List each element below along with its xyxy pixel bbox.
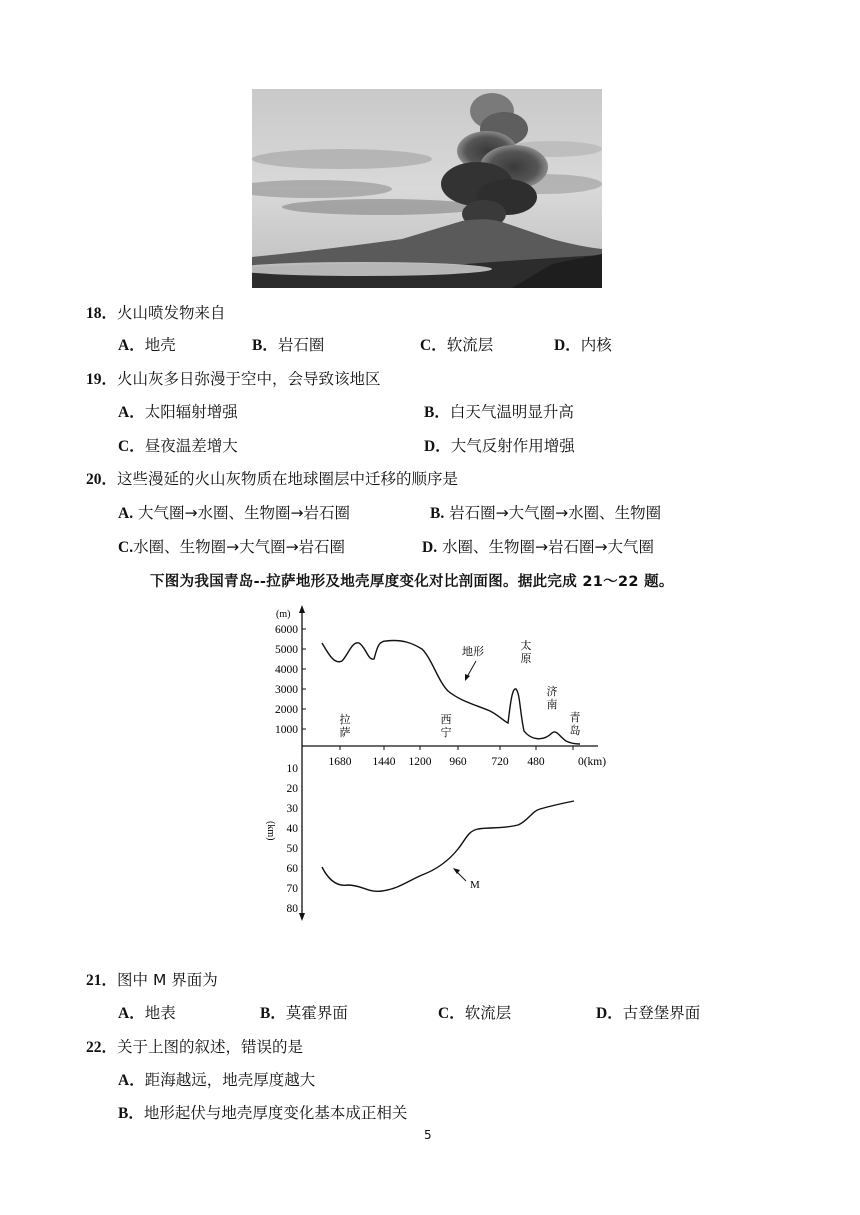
question-number: 19． xyxy=(86,371,118,388)
question-text: 关于上图的叙述，错误的是 xyxy=(117,1038,304,1056)
option-text: 岩石圈 xyxy=(277,336,325,354)
tick-label: 1000 xyxy=(275,724,298,736)
x-tick-label: 1200 xyxy=(408,756,432,768)
lower-unit-label: (km) xyxy=(265,821,276,841)
option-b[interactable] xyxy=(424,402,574,423)
volcano-photo xyxy=(252,89,602,288)
option-text: 昼夜温差增大 xyxy=(144,437,238,455)
tick-label: 30 xyxy=(286,803,298,815)
option-letter: A． xyxy=(118,337,145,354)
option-letter: B． xyxy=(252,337,278,354)
upper-unit-label: (m) xyxy=(276,609,291,620)
option-text: 莫霍界面 xyxy=(285,1004,348,1022)
option-letter: C. xyxy=(118,539,134,556)
x-tick-label: 1680 xyxy=(328,756,352,768)
option-a[interactable] xyxy=(118,335,176,356)
question-text: 这些漫延的火山灰物质在地球圈层中迁移的顺序是 xyxy=(117,470,459,488)
option-c[interactable] xyxy=(118,537,345,558)
x-tick-label: 720 xyxy=(491,756,509,768)
option-letter: D． xyxy=(424,438,451,455)
question-text: 图中 M 界面为 xyxy=(117,971,218,989)
tick-label: 70 xyxy=(286,883,298,895)
option-d[interactable] xyxy=(424,436,575,457)
option-letter: C． xyxy=(118,438,145,455)
tick-label: 50 xyxy=(286,843,298,855)
question-number: 21． xyxy=(86,972,118,989)
terrain-crust-profile-diagram xyxy=(262,603,624,923)
tick-label: 5000 xyxy=(275,644,298,656)
option-letter: A. xyxy=(118,505,134,522)
option-text: 软流层 xyxy=(446,336,494,354)
question-text: 火山灰多日弥漫于空中，会导致该地区 xyxy=(117,370,381,388)
x-tick-label: 480 xyxy=(527,756,545,768)
m-label: M xyxy=(470,879,480,891)
tick-label: 6000 xyxy=(275,624,298,636)
tick-label: 80 xyxy=(286,903,298,915)
tick-label: 60 xyxy=(286,863,298,875)
y-axis-arrow-bottom xyxy=(299,913,305,921)
option-a[interactable] xyxy=(118,503,350,524)
option-text: 地表 xyxy=(144,1004,176,1022)
page-number: 5 xyxy=(424,1128,432,1142)
city-lasa: 拉萨 xyxy=(339,714,351,739)
option-d[interactable] xyxy=(554,335,612,356)
option-c[interactable] xyxy=(420,335,493,356)
option-a[interactable] xyxy=(118,402,238,423)
x-tick-label: 0(km) xyxy=(577,756,607,768)
question-22 xyxy=(86,1037,303,1058)
terrain-label: 地形 xyxy=(462,646,484,658)
option-d[interactable] xyxy=(596,1003,700,1024)
option-text: 古登堡界面 xyxy=(622,1004,701,1022)
option-b[interactable] xyxy=(252,335,324,356)
option-letter: C． xyxy=(420,337,447,354)
option-c[interactable] xyxy=(118,436,238,457)
option-a[interactable] xyxy=(118,1070,315,1091)
question-18 xyxy=(86,303,226,324)
question-number: 18． xyxy=(86,305,118,322)
option-letter: D. xyxy=(422,539,438,556)
option-text: 大气圈→水圈、生物圈→岩石圈 xyxy=(133,504,350,522)
question-21 xyxy=(86,970,218,991)
option-letter: C． xyxy=(438,1005,465,1022)
option-text: 地壳 xyxy=(144,336,176,354)
city-qingdao: 青岛 xyxy=(569,712,581,737)
option-letter: B. xyxy=(430,505,445,522)
option-letter: B． xyxy=(260,1005,286,1022)
option-b[interactable] xyxy=(430,503,661,524)
city-taiyuan: 太原 xyxy=(520,640,532,665)
diagram-intro: 下图为我国青岛--拉萨地形及地壳厚度变化对比剖面图。据此完成 21～22 题。 xyxy=(150,574,674,590)
option-text: 水圈、生物圈→岩石圈→大气圈 xyxy=(437,538,654,556)
option-d[interactable] xyxy=(422,537,654,558)
city-xining: 西宁 xyxy=(440,714,452,739)
question-number: 20． xyxy=(86,471,118,488)
option-text: 软流层 xyxy=(464,1004,512,1022)
tick-label: 2000 xyxy=(275,704,298,716)
x-tick-label: 960 xyxy=(449,756,467,768)
option-c[interactable] xyxy=(438,1003,511,1024)
question-number: 22． xyxy=(86,1039,118,1056)
option-text: 白天气温明显升高 xyxy=(449,403,574,421)
terrain-arrow xyxy=(467,661,476,677)
option-text: 岩石圈→大气圈→水圈、生物圈 xyxy=(444,504,662,522)
option-text: 地形起伏与地壳厚度变化基本成正相关 xyxy=(143,1104,408,1122)
option-text: 距海越远，地壳厚度越大 xyxy=(144,1071,316,1089)
x-tick-label: 1440 xyxy=(372,756,396,768)
option-text: 太阳辐射增强 xyxy=(144,403,238,421)
tick-label: 10 xyxy=(286,763,298,775)
option-letter: A． xyxy=(118,404,145,421)
option-text: 内核 xyxy=(580,336,612,354)
option-text: 大气反射作用增强 xyxy=(450,437,575,455)
tick-label: 20 xyxy=(286,783,298,795)
option-b[interactable] xyxy=(260,1003,348,1024)
question-text: 火山喷发物来自 xyxy=(117,304,226,322)
option-letter: D． xyxy=(596,1005,623,1022)
option-b[interactable] xyxy=(118,1103,407,1124)
y-axis-arrow-top xyxy=(299,605,305,613)
option-letter: D． xyxy=(554,337,581,354)
tick-label: 3000 xyxy=(275,684,298,696)
tick-label: 4000 xyxy=(275,664,298,676)
question-20 xyxy=(86,469,458,490)
option-letter: B． xyxy=(424,404,450,421)
question-19 xyxy=(86,369,381,390)
option-letter: B． xyxy=(118,1105,144,1122)
tick-label: 40 xyxy=(286,823,298,835)
city-jinan: 济南 xyxy=(546,686,558,711)
option-letter: A． xyxy=(118,1072,145,1089)
option-letter: A． xyxy=(118,1005,145,1022)
option-text: 水圈、生物圈→大气圈→岩石圈 xyxy=(133,538,346,556)
option-a[interactable] xyxy=(118,1003,176,1024)
m-curve xyxy=(322,801,574,891)
